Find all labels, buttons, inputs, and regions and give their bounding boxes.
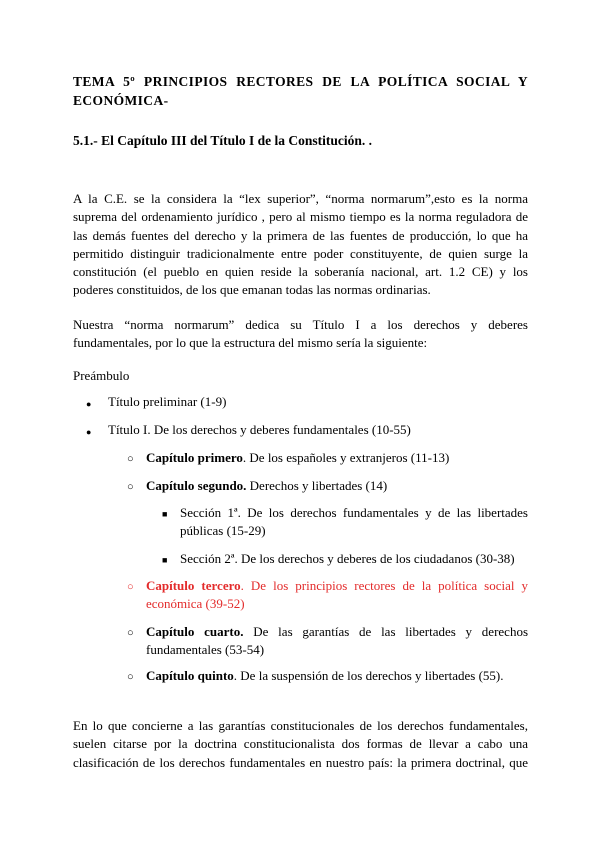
paragraph-line: fundamentales, por lo que la estructura del mismo sería la siguiente: (73, 335, 428, 351)
paragraph-line: las demás fuentes del derecho y la primera de las fuentes de producción, lo que ha (73, 227, 528, 243)
paragraph-line: permitido distinguir tradicionalmente entre poder constituyente, de quien surge la (73, 245, 528, 261)
capitulo-label: Capítulo primero (146, 450, 243, 465)
square-bullet-icon: ■ (162, 555, 168, 565)
capitulo-label: Capítulo tercero (146, 578, 241, 593)
capitulo-text: De las garantías de las libertades y derechos (243, 624, 529, 639)
capitulo-text: . De la suspensión de los derechos y libertades (55). (233, 668, 504, 683)
preambulo-label: Preámbulo (73, 368, 130, 383)
seccion-line: Sección 1ª. De los derechos fundamentales y de las libertades (180, 505, 528, 520)
capitulo-line: fundamentales (53-54) (146, 642, 265, 657)
capitulo-line (146, 623, 528, 641)
capitulo-line: económica (39-52) (146, 596, 245, 611)
seccion-line: públicas (15-29) (180, 523, 266, 538)
list-item-capitulo-quinto (146, 667, 503, 685)
paragraph-line: Nuestra “norma normarum” dedica su Título I a los derechos y deberes (73, 317, 528, 332)
list-item-capitulo-cuarto (146, 623, 528, 659)
circle-bullet-icon: ○ (127, 481, 134, 493)
circle-bullet-icon: ○ (127, 453, 134, 465)
paragraph-line: clasificación de los derechos fundamentales en nuestro país: la primera doctrinal, que (73, 754, 528, 770)
paragraph-line: A la C.E. se la considera la “lex superior”, “norma normarum”,esto es la norma (73, 191, 528, 206)
paragraph-1 (73, 190, 528, 300)
circle-bullet-icon: ○ (127, 671, 134, 683)
capitulo-line (146, 577, 528, 595)
paragraph-line: suprema del ordenamiento jurídico , pero al mismo tiempo es la norma reguladora de (73, 209, 528, 225)
list-item-capitulo-tercero (146, 577, 528, 613)
section-heading: 5.1.- El Capítulo III del Título I de la Constitución. . (73, 133, 373, 148)
square-bullet-icon: ■ (162, 509, 168, 519)
paragraph-line: poderes constituidos, de los que emanan todas las normas ordinarias. (73, 282, 431, 298)
capitulo-text: Derechos y libertades (14) (246, 478, 388, 493)
list-item-capitulo-segundo (146, 477, 387, 495)
list-item-capitulo-primero (146, 449, 449, 467)
page-title (73, 72, 528, 110)
capitulo-label: Capítulo segundo. (146, 478, 247, 493)
capitulo-text: . De los españoles y extranjeros (11-13) (242, 450, 450, 465)
title-line-2: ECONÓMICA- (73, 93, 169, 108)
circle-bullet-icon: ○ (127, 627, 134, 639)
list-item-seccion-1 (180, 504, 528, 540)
list-item-titulo-preliminar: Título preliminar (1-9) (108, 394, 227, 409)
bullet-icon: ● (86, 399, 92, 409)
capitulo-label: Capítulo quinto (146, 668, 234, 683)
paragraph-3 (73, 717, 528, 772)
circle-bullet-icon: ○ (127, 581, 134, 593)
paragraph-line: En lo que concierne a las garantías constitucionales de los derechos fundamentales, (73, 718, 528, 733)
list-item-seccion-2: Sección 2ª. De los derechos y deberes de los ciudadanos (30-38) (180, 551, 515, 566)
paragraph-line: suelen citarse por la doctrina constitucionalista dos formas de llevar a cabo una (73, 736, 528, 752)
list-item-titulo-i: Título I. De los derechos y deberes fundamentales (10-55) (108, 422, 411, 437)
capitulo-text: . De los principios rectores de la política social y (240, 578, 528, 593)
capitulo-label: Capítulo cuarto. (146, 624, 244, 639)
paragraph-2 (73, 316, 528, 353)
paragraph-line: constitución (el pueblo en quien reside la soberanía nacional, art. 1.2 CE) y los (73, 264, 528, 280)
title-line-1: TEMA 5º PRINCIPIOS RECTORES DE LA POLÍTICA SOCIAL Y (73, 74, 528, 89)
bullet-icon: ● (86, 427, 92, 437)
